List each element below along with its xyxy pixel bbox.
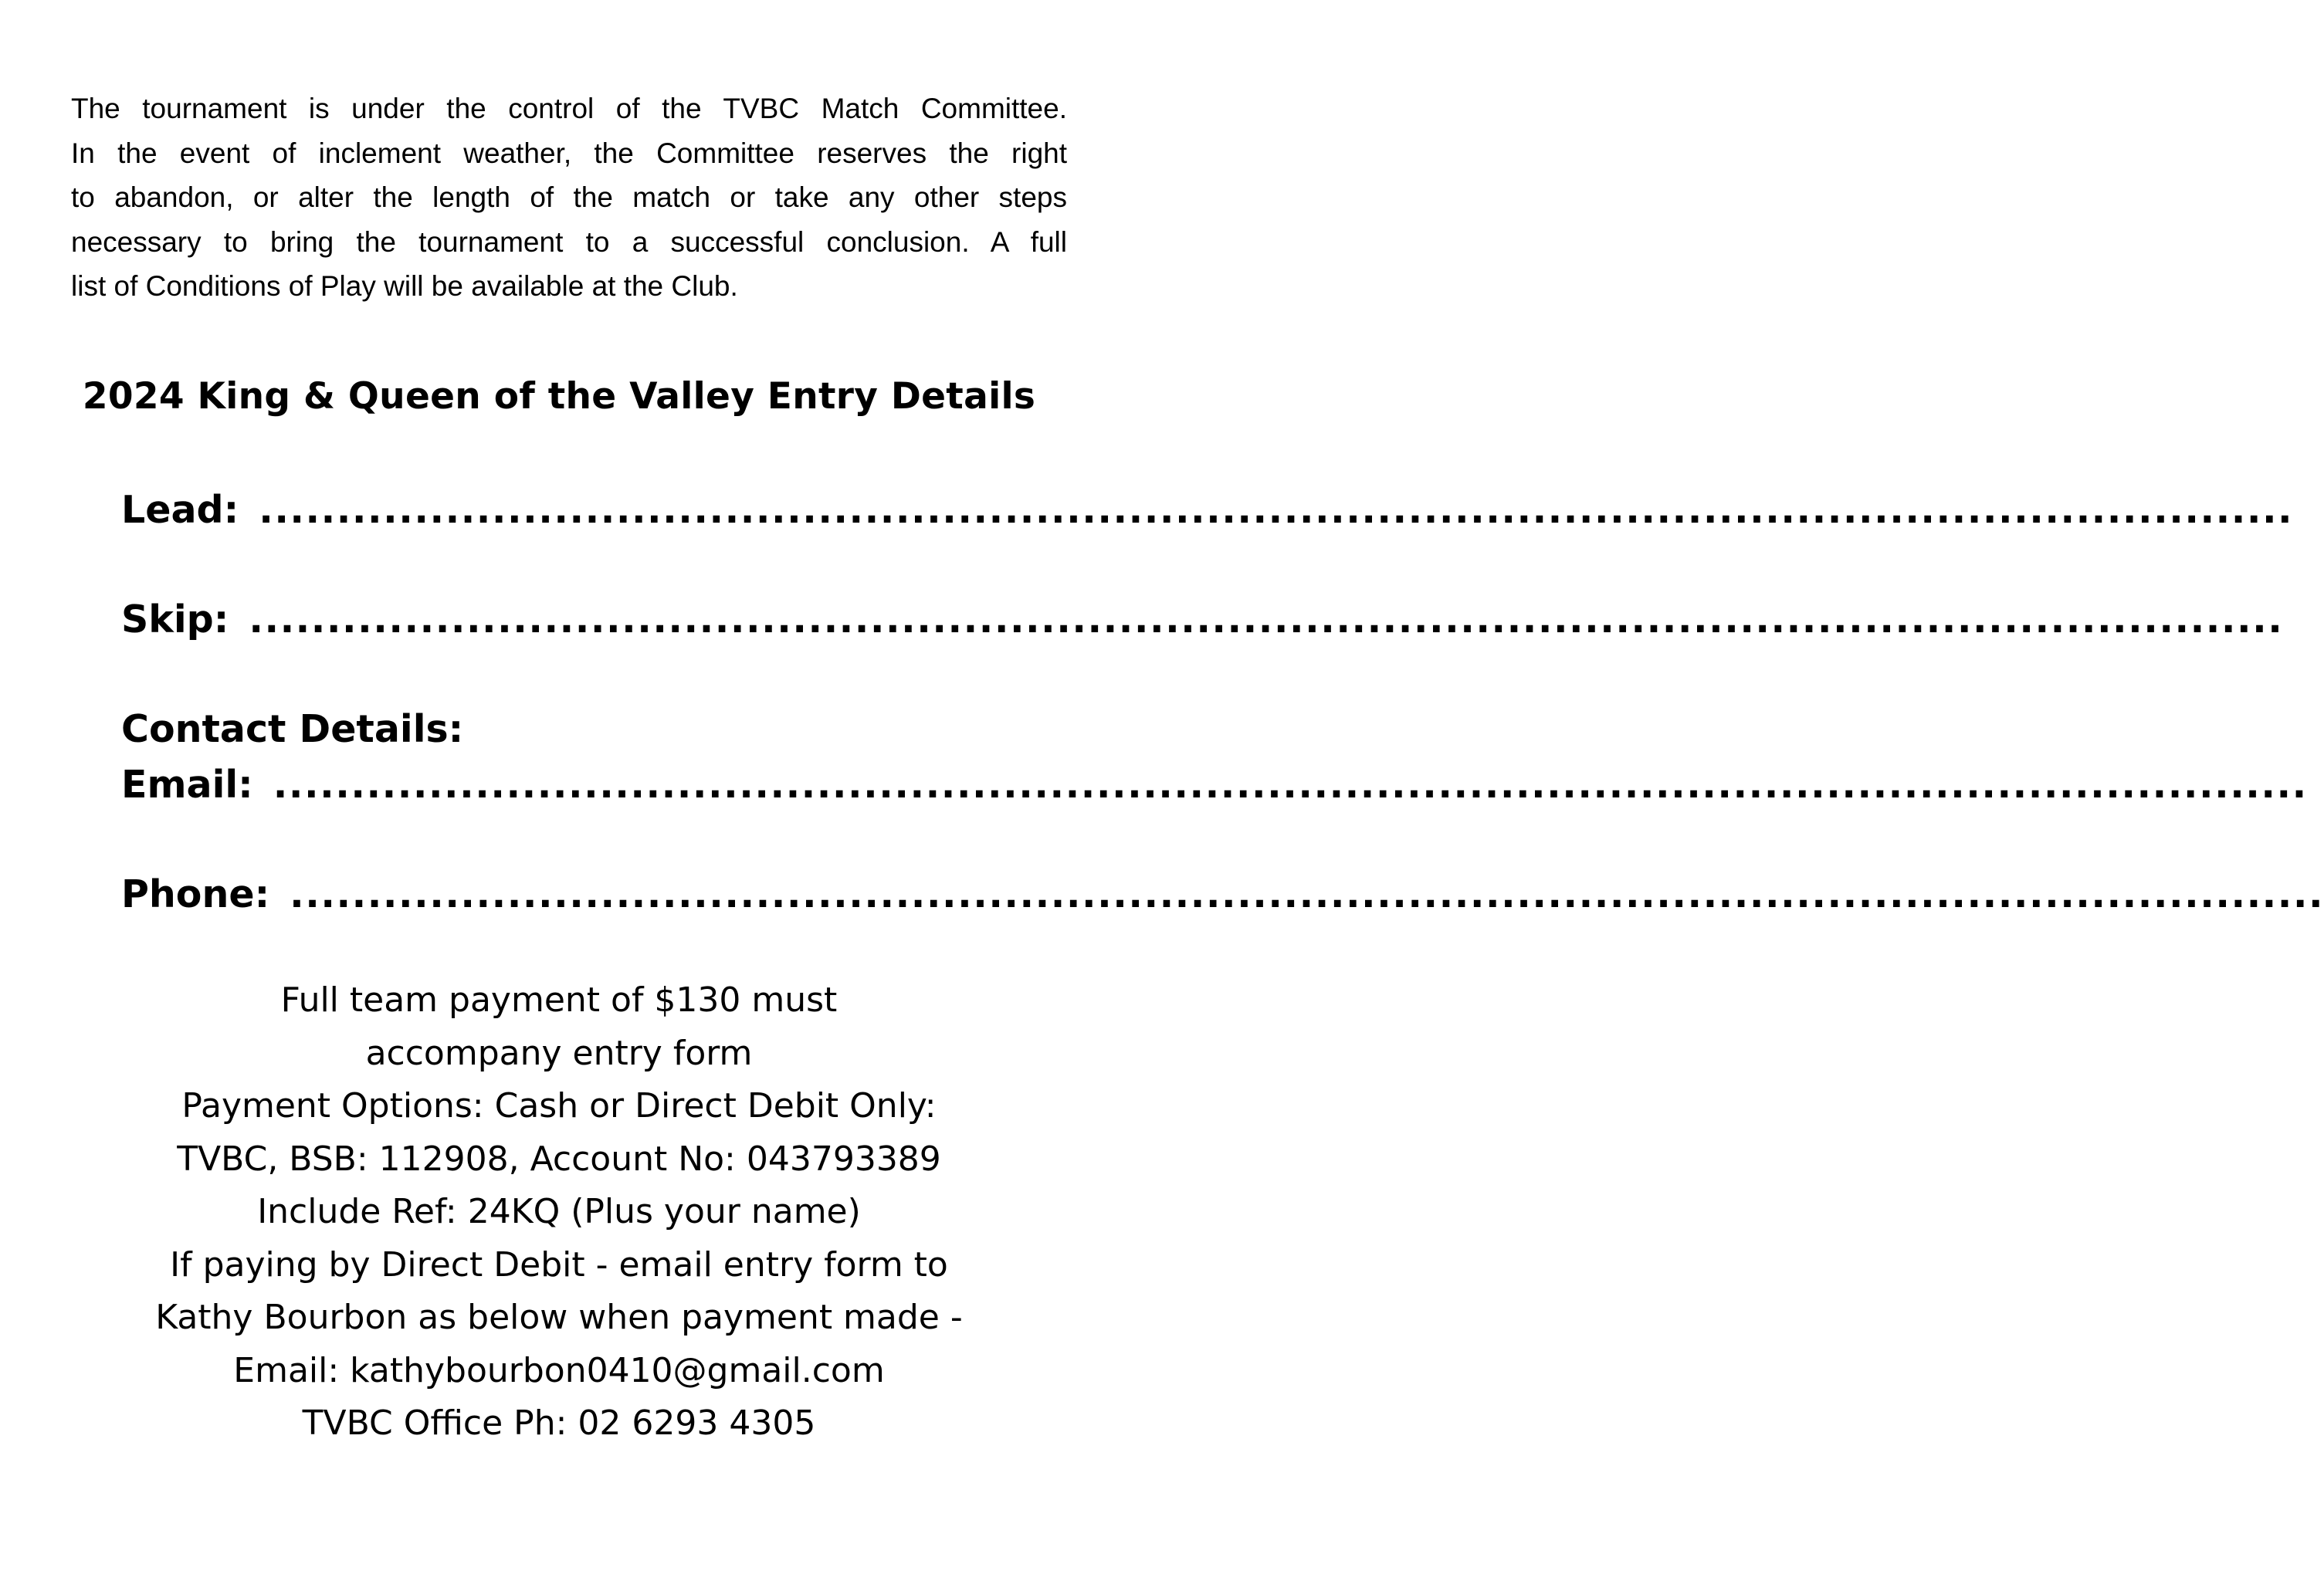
- payment-email-line: Email: kathybourbon0410@gmail.com: [233, 1350, 885, 1390]
- skip-fill-line[interactable]: ...................................................................................................................................: [249, 598, 2284, 642]
- payment-line: Payment Options: Cash or Direct Debit Only:: [181, 1086, 937, 1126]
- conditions-line: to abandon, or alter the length of the match or take any other steps: [71, 181, 1067, 213]
- entry-details-heading: 2024 King & Queen of the Valley Entry Details: [82, 375, 1036, 418]
- payment-instructions: [0, 974, 1118, 1451]
- skip-field[interactable]: [121, 598, 2284, 642]
- payment-line: Full team payment of $130 must: [280, 980, 838, 1020]
- email-fill-line[interactable]: ...................................................................................................................................: [273, 763, 2308, 807]
- contact-details-label: Contact Details:: [121, 707, 464, 751]
- payment-line: Include Ref: 24KQ (Plus your name): [257, 1192, 861, 1231]
- payment-line: Kathy Bourbon as below when payment made -: [155, 1298, 963, 1337]
- lead-fill-line[interactable]: ...................................................................................................................................: [259, 488, 2294, 532]
- conditions-line: necessary to bring the tournament to a successful conclusion. A full: [71, 225, 1067, 258]
- conditions-line: In the event of inclement weather, the Committee reserves the right: [71, 137, 1067, 169]
- phone-label: Phone:: [121, 872, 270, 916]
- conditions-paragraph: [71, 86, 1067, 309]
- payment-phone-line: TVBC Office Ph: 02 6293 4305: [302, 1403, 816, 1443]
- contact-details-heading: [121, 707, 463, 751]
- phone-field[interactable]: [121, 872, 2324, 916]
- email-label: Email:: [121, 763, 253, 807]
- skip-label: Skip:: [121, 598, 229, 642]
- conditions-line: The tournament is under the control of the TVBC Match Committee.: [71, 93, 1067, 124]
- phone-fill-line[interactable]: ...................................................................................................................................: [290, 872, 2324, 916]
- email-field[interactable]: [121, 763, 2308, 807]
- payment-line: TVBC, BSB: 112908, Account No: 043793389: [177, 1139, 941, 1179]
- conditions-line: list of Conditions of Play will be available at the Club.: [71, 270, 738, 302]
- lead-field[interactable]: [121, 488, 2294, 532]
- payment-line: accompany entry form: [365, 1033, 753, 1073]
- payment-line: If paying by Direct Debit - email entry form to: [170, 1244, 948, 1285]
- lead-label: Lead:: [121, 488, 239, 532]
